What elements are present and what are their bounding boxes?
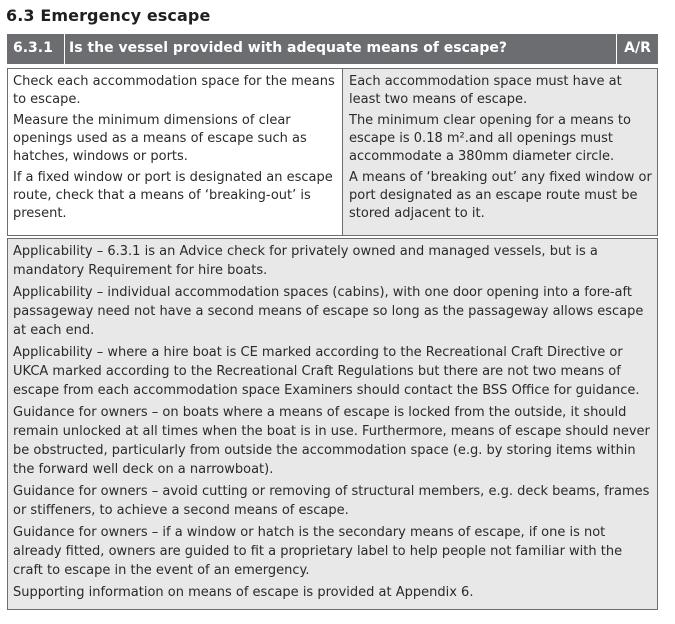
check-question: Is the vessel provided with adequate means of escape? xyxy=(69,40,508,56)
note-paragraph: Applicability – individual accommodation spaces (cabins), with one door opening into a fore-aft passageway need not have a second means of escape so long as the passageway allows escape at each end. xyxy=(13,285,644,338)
procedure-text: Check each accommodation space for the means to escape. xyxy=(13,74,335,107)
check-header xyxy=(7,34,658,64)
note-paragraph: Applicability – where a hire boat is CE marked according to the Recreational Craft Directive or UKCA marked according to the Recreational Craft Regulations but there are not two means of escape from each accommodation space Examiners should contact the BSS Office for guidance. xyxy=(13,345,640,398)
requirement-column xyxy=(343,69,657,235)
guidance-notes-panel xyxy=(7,238,658,610)
requirement-text: A means of ‘breaking out’ any fixed window or port designated as an escape route must be stored adjacent to it. xyxy=(349,170,652,221)
check-requirements-table xyxy=(7,68,658,236)
check-procedure-column xyxy=(8,69,343,235)
procedure-text: Measure the minimum dimensions of clear openings used as a means of escape such as hatches, windows or ports. xyxy=(13,113,307,164)
check-code: A/R xyxy=(616,34,658,64)
note-paragraph: Guidance for owners – avoid cutting or removing of structural members, e.g. deck beams, frames or stiffeners, to achieve a second means of escape. xyxy=(13,484,650,518)
procedure-text: If a fixed window or port is designated an escape route, check that a means of ‘breaking-out’ is present. xyxy=(13,170,333,221)
requirement-text: The minimum clear opening for a means to escape is 0.18 m².and all openings must accommodate a 380mm diameter circle. xyxy=(349,113,631,164)
note-paragraph: Guidance for owners – on boats where a means of escape is locked from the outside, it should remain unlocked at all times when the boat is in use. Furthermore, means of escape should never be obstructed, particularly from outside the accommodation space (e.g. by storing items within the forward well deck on a narrowboat). xyxy=(13,405,650,477)
note-paragraph: Applicability – 6.3.1 is an Advice check for privately owned and managed vessels, but is a mandatory Requirement for hire boats. xyxy=(13,244,598,278)
note-paragraph: Guidance for owners – if a window or hatch is the secondary means of escape, if one is not already fitted, owners are guided to fit a proprietary label to help people not familiar with the craft to escape in the event of an emergency. xyxy=(13,525,623,578)
check-number: 6.3.1 xyxy=(7,34,65,64)
note-paragraph: Supporting information on means of escape is provided at Appendix 6. xyxy=(13,585,474,600)
requirement-text: Each accommodation space must have at least two means of escape. xyxy=(349,74,622,107)
section-title: 6.3 Emergency escape xyxy=(6,6,211,25)
